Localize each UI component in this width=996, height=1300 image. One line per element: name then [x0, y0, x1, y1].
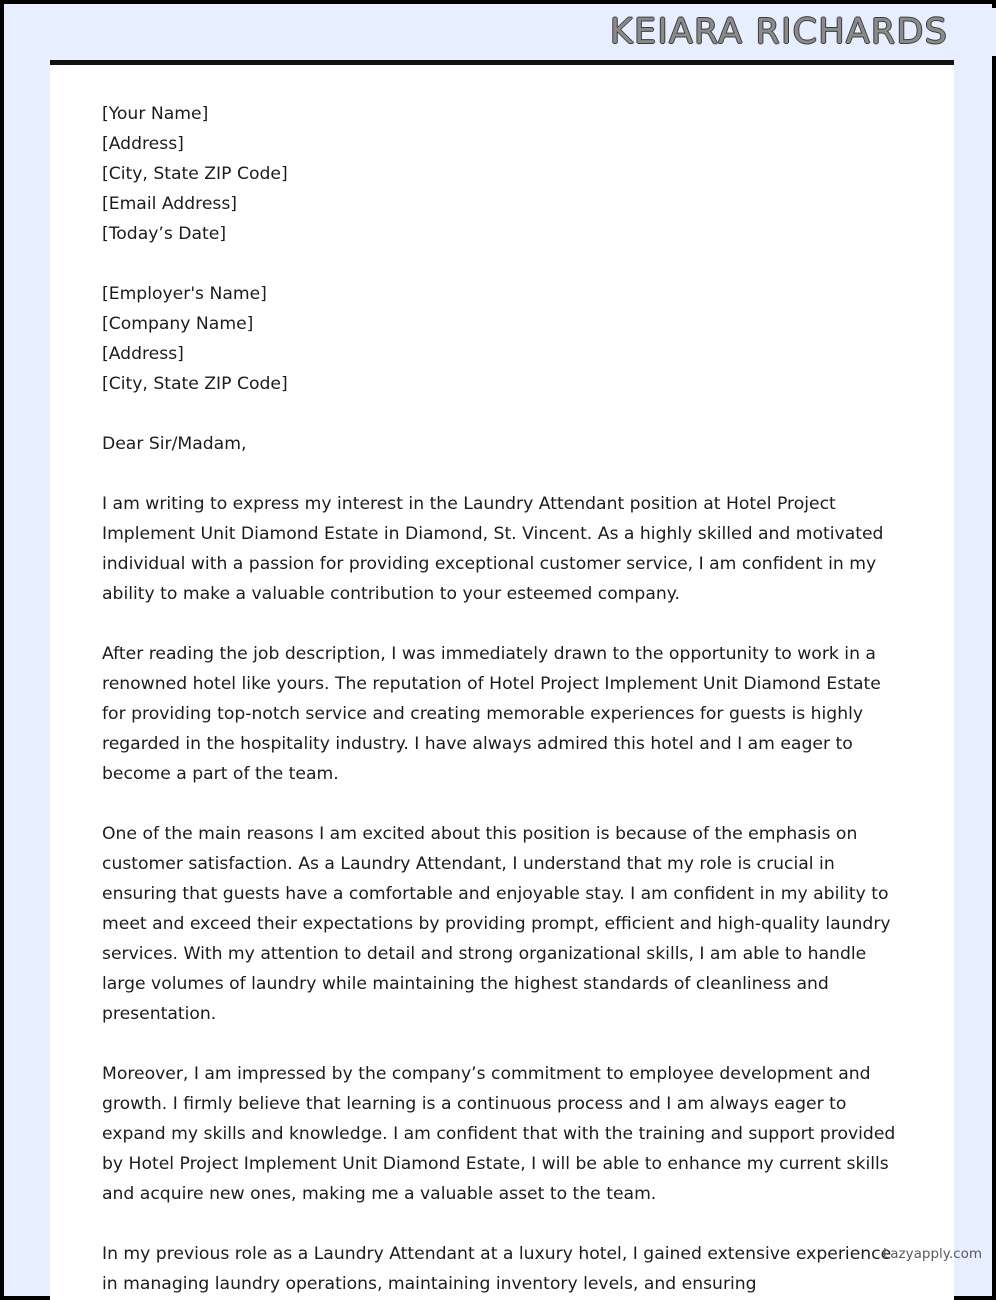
- sender-address-line: [Email Address]: [102, 194, 238, 214]
- recipient-address-line: [City, State ZIP Code]: [102, 374, 288, 394]
- letter-paragraph: In my previous role as a Laundry Attendant at a luxury hotel, I gained extensive experience in managing laundry operations, maintaining inventory levels, and ensuring: [102, 1244, 892, 1294]
- sender-address-line: [Your Name]: [102, 104, 209, 124]
- letter-paragraph: I am writing to express my interest in the Laundry Attendant position at Hotel Project Implement Unit Diamond Estate in Diamond, St. Vincent. As a highly skilled and motivated individual with a passion for providing exceptional customer service, I am confident in my ability to make a valuable contribution to your esteemed company.: [102, 494, 884, 604]
- letter-paragraph: Moreover, I am impressed by the company’s commitment to employee development and growth. I firmly believe that learning is a continuous process and I am always eager to expand my skills and knowledge. I am confident that with the training and support provided by Hotel Project Implement Unit Diamond Estate, I will be able to enhance my current skills and acquire new ones, making me a valuable asset to the team.: [102, 1064, 896, 1204]
- letter-body: [50, 65, 954, 1299]
- sender-address-line: [City, State ZIP Code]: [102, 164, 288, 184]
- recipient-address-block: [102, 279, 902, 399]
- salutation: Dear Sir/Madam,: [102, 434, 247, 454]
- letter-paragraph: After reading the job description, I was immediately drawn to the opportunity to work in a renowned hotel like yours. The reputation of Hotel Project Implement Unit Diamond Estate for providing top-notch service and creating memorable experiences for guests is highly regarded in the hospitality industry. I have always admired this hotel and I am eager to become a part of the team.: [102, 644, 881, 784]
- document-header: [8, 8, 996, 56]
- letter-paragraph: One of the main reasons I am excited about this position is because of the emphasis on customer satisfaction. As a Laundry Attendant, I understand that my role is crucial in ensuring that guests have a comfortable and enjoyable stay. I am confident in my ability to meet and exceed their expectations by providing prompt, efficient and high-quality laundry services. With my attention to detail and strong organizational skills, I am able to handle large volumes of laundry while maintaining the highest standards of cleanliness and presentation.: [102, 824, 891, 1024]
- recipient-address-line: [Address]: [102, 344, 184, 364]
- recipient-address-line: [Employer's Name]: [102, 284, 267, 304]
- watermark: Lazyapply.com: [882, 1246, 982, 1262]
- sender-address-block: [102, 99, 902, 249]
- sender-address-line: [Address]: [102, 134, 184, 154]
- sender-address-line: [Today’s Date]: [102, 224, 227, 244]
- cover-letter-sheet: [50, 60, 954, 1300]
- recipient-address-line: [Company Name]: [102, 314, 254, 334]
- page-title: KEIARA RICHARDS: [609, 12, 948, 52]
